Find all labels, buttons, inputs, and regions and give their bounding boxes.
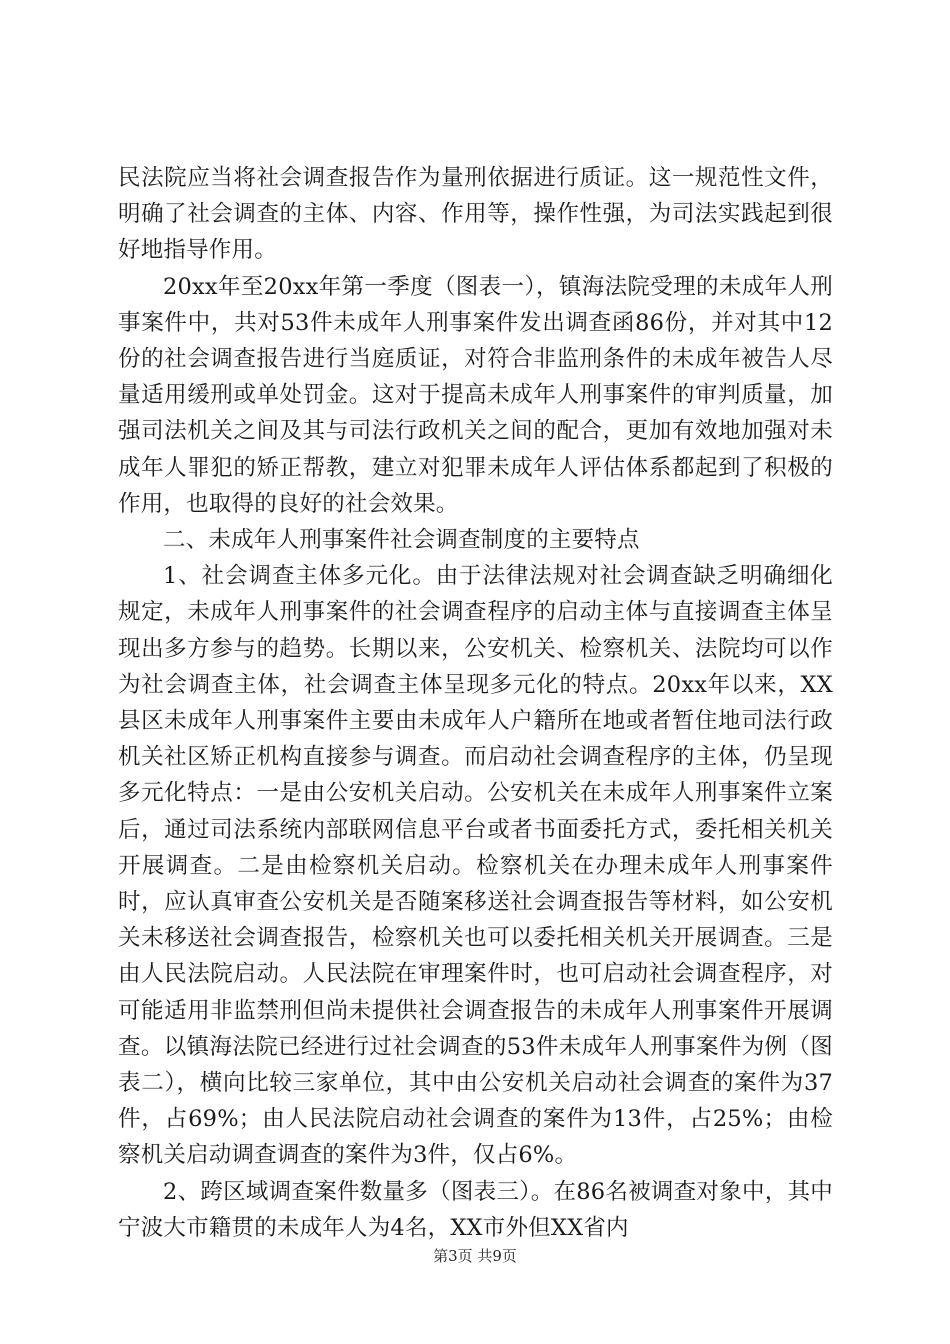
paragraph-subject-diversity: 1、社会调查主体多元化。由于法律法规对社会调查缺乏明确细化规定，未成年人刑事案件的社会调查程序的启动主体与直接调查主体呈现出多方参与的趋势。长期以来，公安机关、检察机关、法院均可以作为社会调查主体，社会调查主体呈现多元化的特点。20xx年以来，XX县区未成年人刑事案件主要由未成年人户籍所在地或者暂住地司法行政机关社区矫正机构直接参与调查。而启动社会调查程序的主体，仍呈现多元化特点：一是由公安机关启动。公安机关在未成年人刑事案件立案后，通过司法系统内部联网信息平台或者书面委托方式，委托相关机关开展调查。二是由检察机关启动。检察机关在办理未成年人刑事案件时，应认真审查公安机关是否随案移送社会调查报告等材料，如公安机关未移送社会调查报告，检察机关也可以委托相关机关开展调查。三是由人民法院启动。人民法院在审理案件时，也可启动社会调查程序，对可能适用非监禁刑但尚未提供社会调查报告的未成年人刑事案件开展调查。以镇海法院已经进行过社会调查的53件未成年人刑事案件为例（图表二），横向比较三家单位，其中由公安机关启动社会调查的案件为37件，占69%；由人民法院启动社会调查的案件为13件，占25%；由检察机关启动调查调查的案件为3件，仅占6%。 xyxy=(118,563,833,1169)
document-body xyxy=(118,160,833,1246)
paragraph-continuation: 民法院应当将社会调查报告作为量刑依据进行质证。这一规范性文件，明确了社会调查的主体、内容、作用等，操作性强，为司法实践起到很好地指导作用。 xyxy=(118,165,833,264)
page-footer: 第3页 共9页 xyxy=(433,1247,517,1265)
section-heading: 二、未成年人刑事案件社会调查制度的主要特点 xyxy=(163,527,640,554)
paragraph-statistics: 20xx年至20xx年第一季度（图表一），镇海法院受理的未成年人刑事案件中，共对53件未成年人刑事案件发出调查函86份，并对其中12份的社会调查报告进行当庭质证，对符合非监刑条件的未成年被告人尽量适用缓刑或单处罚金。这对于提高未成年人刑事案件的审判质量，加强司法机关之间及其与司法行政机关之间的配合，更加有效地加强对未成年人罪犯的矫正帮教，建立对犯罪未成年人评估体系都起到了积极的作用，也取得的良好的社会效果。 xyxy=(118,273,833,517)
paragraph-cross-region: 2、跨区域调查案件数量多（图表三）。在86名被调查对象中，其中宁波大市籍贯的未成年人为4名，XX市外但XX省内 xyxy=(118,1178,833,1241)
